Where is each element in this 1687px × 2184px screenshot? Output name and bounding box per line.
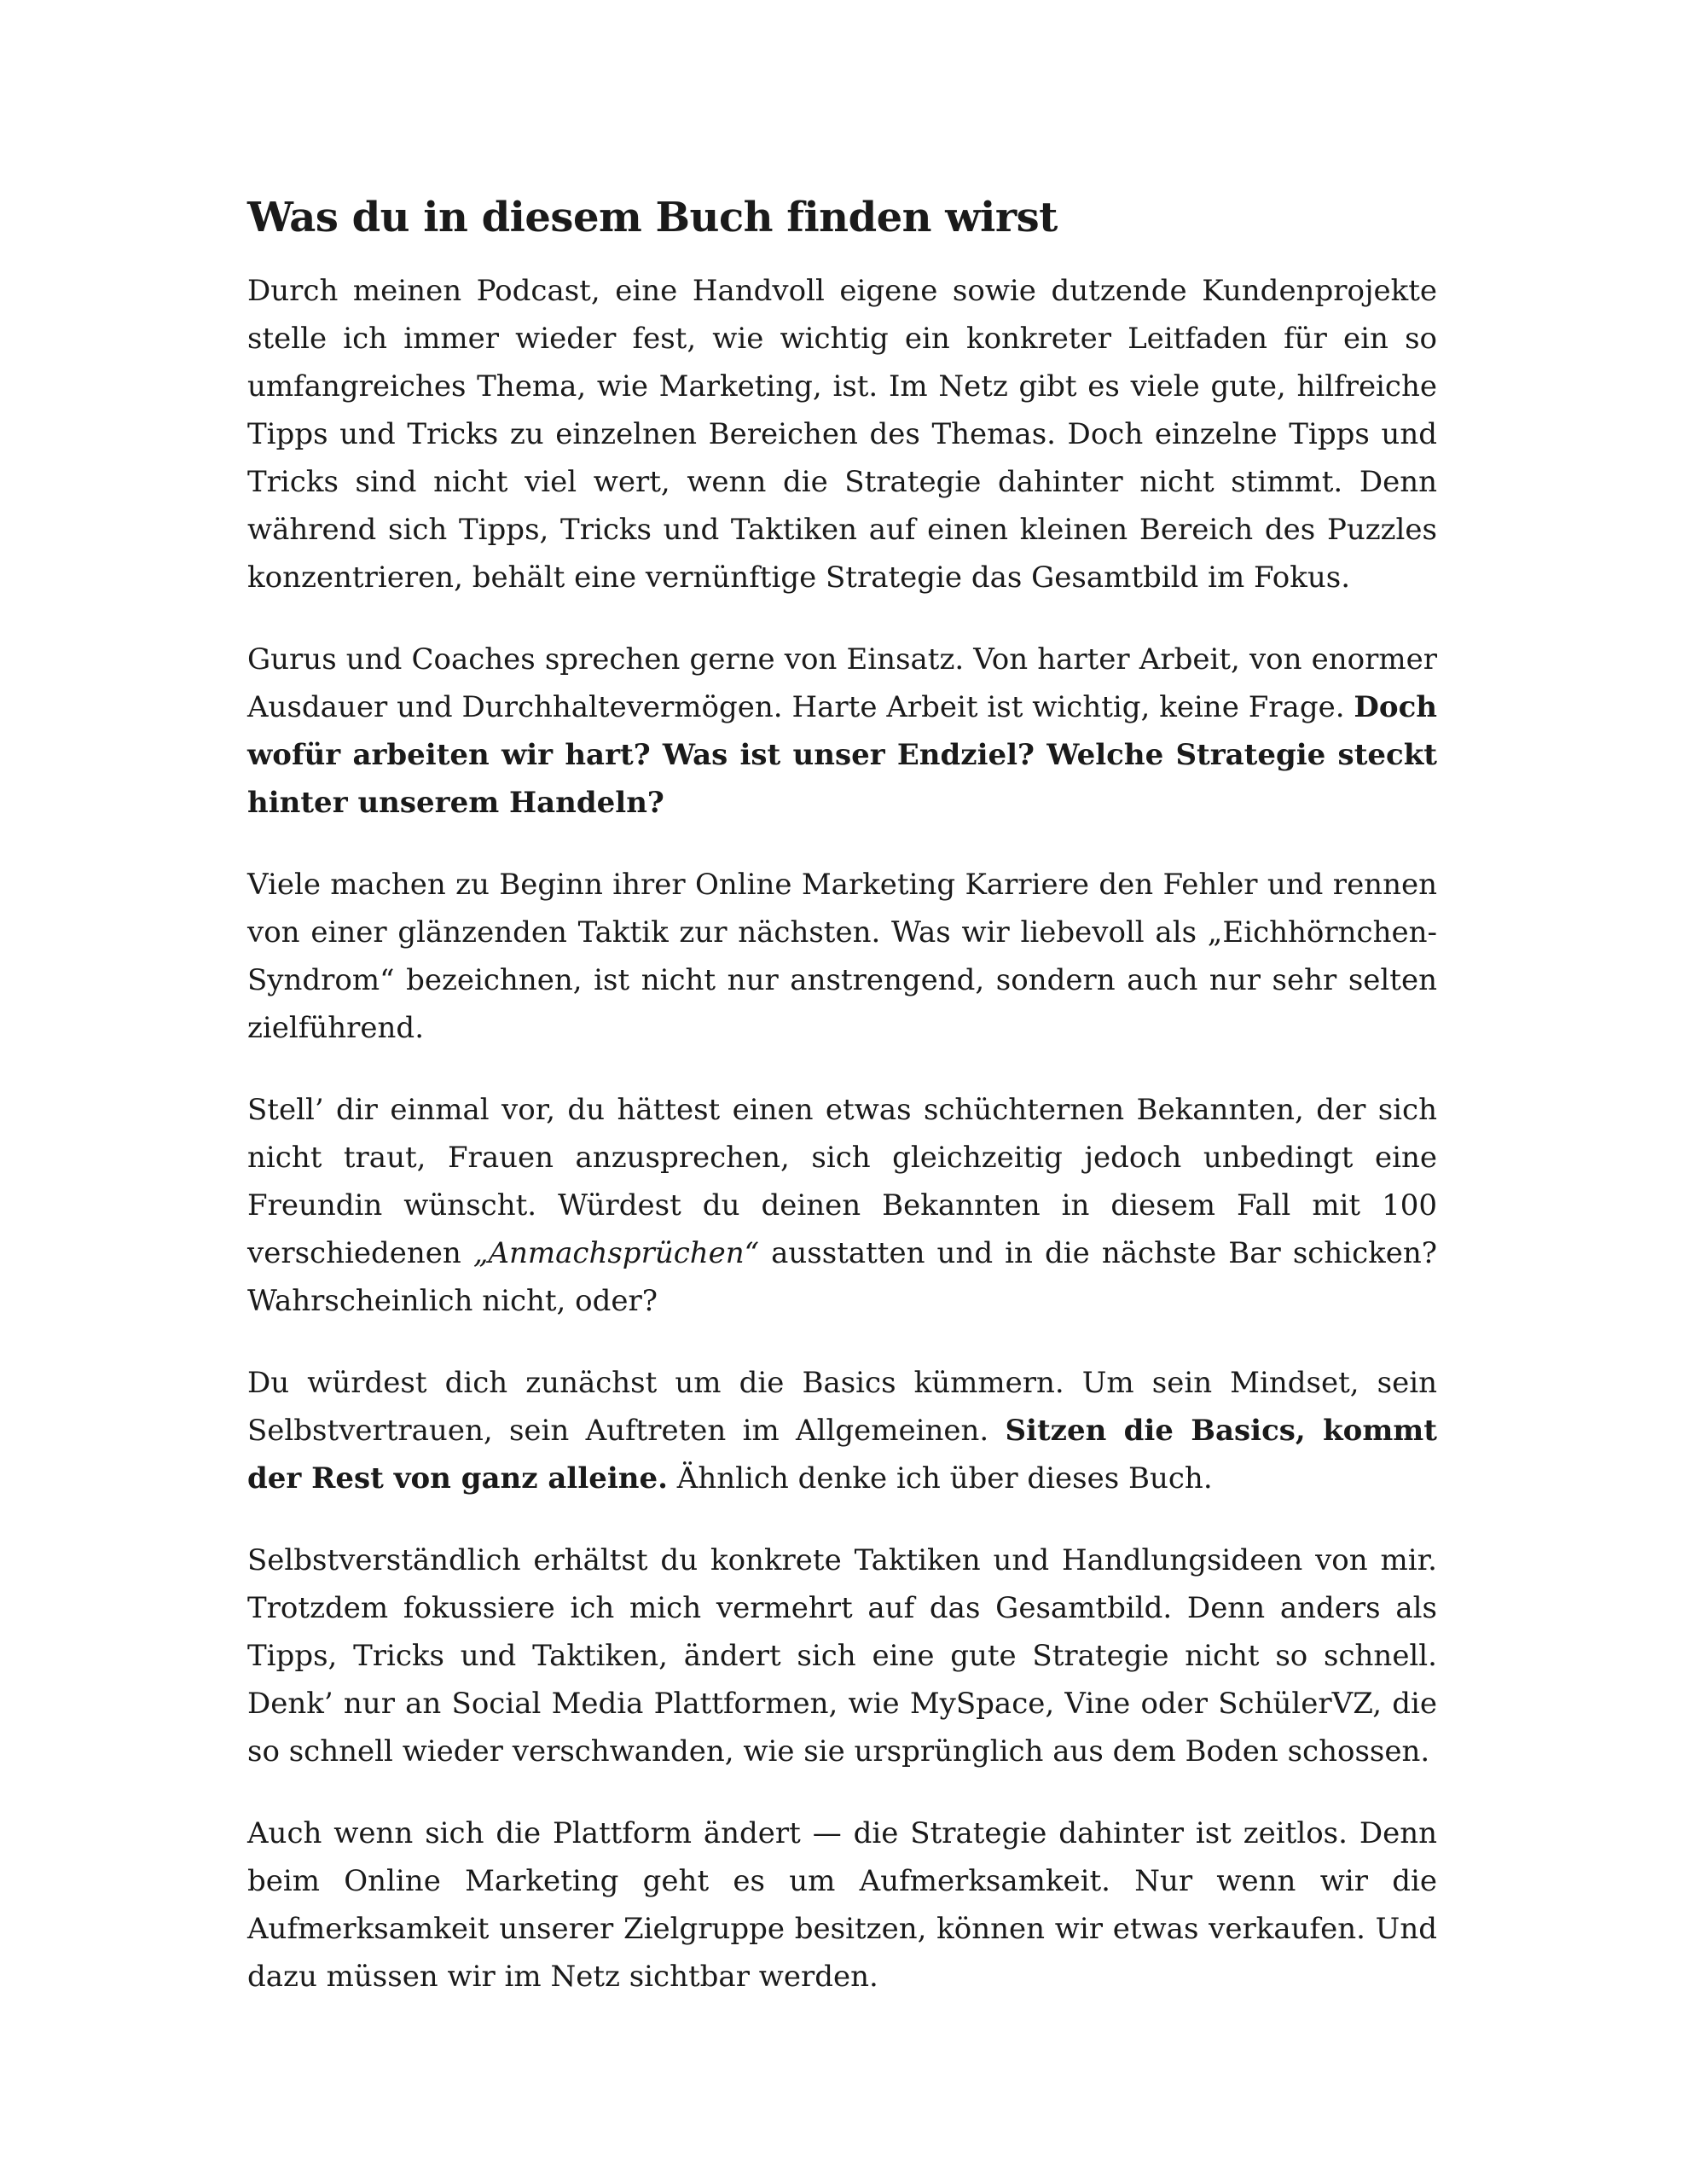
paragraph-text: ausstatten und in die nächste Bar schicken? Wahrscheinlich nicht, oder?: [247, 1236, 1437, 1318]
paragraph-text: Auch wenn sich die Plattform ändert — die Strategie dahinter ist zeitlos. Denn beim Online Marketing geht es um Aufmerksamkeit. Nur wenn wir die Aufmerksamkeit unserer Zielgruppe besitzen, können wir etwas verkaufen. Und dazu müssen wir im Netz sichtbar werden.: [247, 1816, 1437, 1994]
paragraph-tactics: [247, 1536, 1437, 1775]
page-title: Was du in diesem Buch finden wirst: [247, 194, 1058, 241]
paragraph-text: Selbstverständlich erhältst du konkrete Taktiken und Handlungsideen von mir. Trotzdem fokussiere ich mich vermehrt auf das Gesamtbild. Denn anders als Tipps, Tricks und Taktiken, ändert sich eine gute Strategie nicht so schnell. Denk’ nur an Social Media Plattformen, wie MySpace, Vine oder SchülerVZ, die so schnell wieder verschwanden, wie sie ursprünglich aus dem Boden schossen.: [247, 1543, 1437, 1769]
paragraph-squirrel: [247, 861, 1437, 1052]
paragraph-gurus: [247, 636, 1437, 827]
paragraph-basics: [247, 1359, 1437, 1502]
paragraph-text: Durch meinen Podcast, eine Handvoll eigene sowie dutzende Kundenprojekte stelle ich immer wieder fest, wie wichtig ein konkreter Leitfaden für ein so umfangreiches Thema, wie Marketing, ist. Im Netz gibt es viele gute, hilfreiche Tipps und Tricks zu einzelnen Bereichen des Themas. Doch einzelne Tipps und Tricks sind nicht viel wert, wenn die Strategie dahinter nicht stimmt. Denn während sich Tipps, Tricks und Taktiken auf einen kleinen Bereich des Puzzles konzentrieren, behält eine vernünftige Strategie das Gesamtbild im Fokus.: [247, 274, 1437, 595]
paragraph-acquaintance: [247, 1086, 1437, 1325]
paragraph-intro: [247, 267, 1437, 601]
paragraph-text: Gurus und Coaches sprechen gerne von Einsatz. Von harter Arbeit, von enormer Ausdauer und Durchhaltevermögen. Harte Arbeit ist wichtig, keine Frage.: [247, 642, 1437, 724]
document-page: [247, 192, 1437, 2035]
paragraph-attention: [247, 1809, 1437, 2001]
bold-emphasis: Sitzen die Basics, kommt der Rest von ganz alleine.: [247, 1414, 1437, 1496]
italic-emphasis: „Anmachsprüchen“: [472, 1236, 760, 1270]
paragraph-text: Du würdest dich zunächst um die Basics kümmern. Um sein Mindset, sein Selbstvertrauen, sein Auftreten im Allgemeinen.: [247, 1366, 1437, 1448]
paragraph-text: Stell’ dir einmal vor, du hättest einen etwas schüchternen Bekannten, der sich nicht traut, Frauen anzusprechen, sich gleichzeitig jedoch unbedingt eine Freundin wünscht. Würdest du deinen Bekannten in diesem Fall mit 100 verschiedenen: [247, 1093, 1437, 1270]
paragraph-text: Ähnlich denke ich über dieses Buch.: [667, 1461, 1213, 1496]
paragraph-text: Viele machen zu Beginn ihrer Online Marketing Karriere den Fehler und rennen von einer glänzenden Taktik zur nächsten. Was wir liebevoll als „Eichhörnchen-Syndrom“ bezeichnen, ist nicht nur anstrengend, sondern auch nur sehr selten zielführend.: [247, 868, 1437, 1045]
bold-emphasis: Doch wofür arbeiten wir hart? Was ist unser Endziel? Welche Strategie steckt hinter unserem Handeln?: [247, 690, 1437, 820]
